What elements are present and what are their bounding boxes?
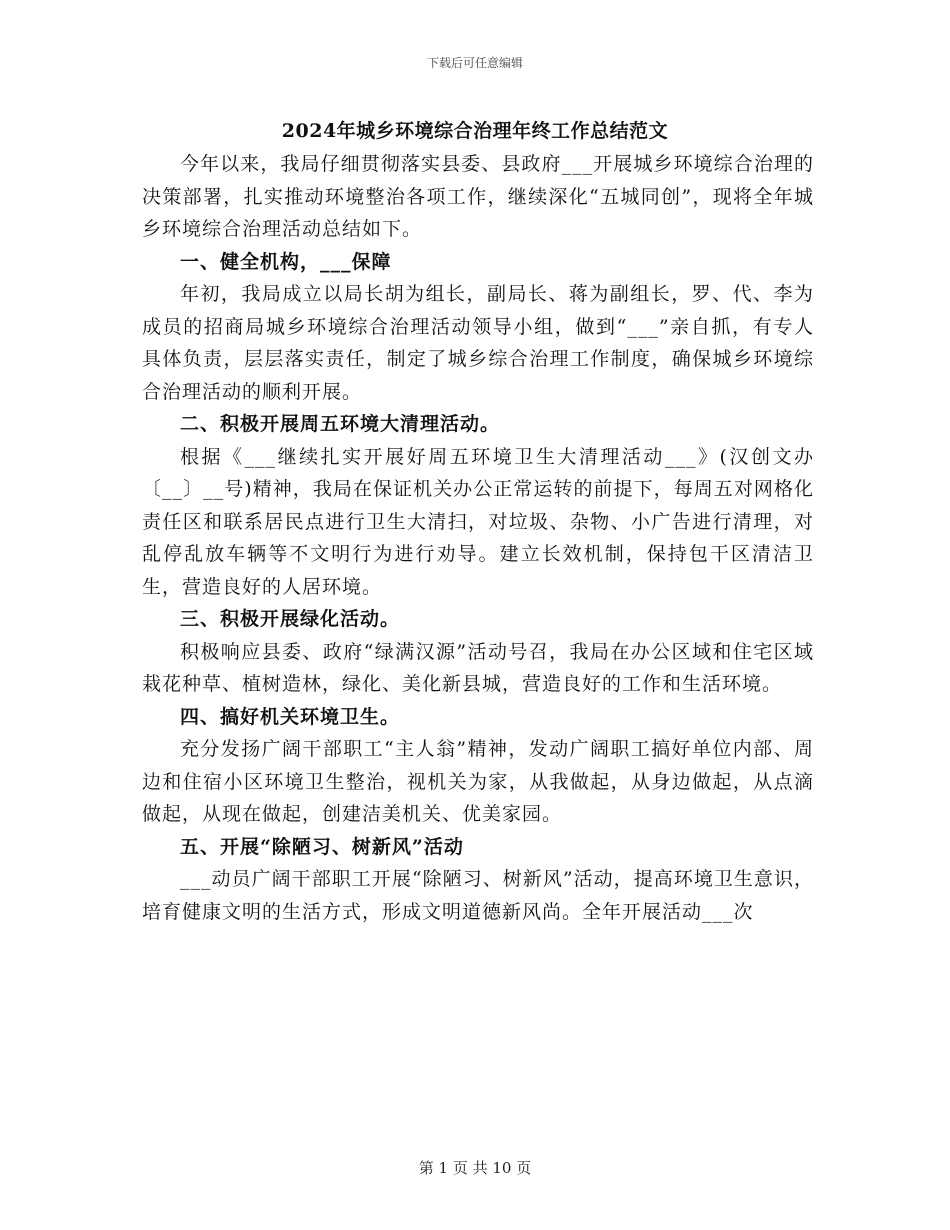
section-body-1: 年初，我局成立以局长胡为组长，副局长、蒋为副组长，罗、代、李为成员的招商局城乡环境综合治理活动领导小组，做到“___”亲自抓，有专人具体负责，层层落实责任，制定了城乡综合治理工作制度，确保城乡环境综合治理活动的顺利开展。 <box>142 283 814 403</box>
section-heading-2: 二、积极开展周五环境大清理活动。 <box>180 413 501 435</box>
section-body-5: ___动员广阔干部职工开展“除陋习、树新风”活动，提高环境卫生意识，培育健康文明的生活方式，形成文明道德新风尚。全年开展活动___次 <box>142 868 814 923</box>
header-note: 下载后可任意编辑 <box>426 56 523 70</box>
document-title: 2024年城乡环境综合治理年终工作总结范文 <box>281 120 669 142</box>
section-heading-3: 三、积极开展绿化活动。 <box>180 608 401 630</box>
section-body-3: 积极响应县委、政府“绿满汉源”活动号召，我局在办公区域和住宅区域栽花种草、植树造林，绿化、美化新县城，营造良好的工作和生活环境。 <box>142 640 814 695</box>
section-heading-1: 一、健全机构，___保障 <box>180 250 392 273</box>
page-number: 第 1 页 共 10 页 <box>418 1159 532 1177</box>
section-body-4: 充分发扬广阔干部职工“主人翁”精神，发动广阔职工搞好单位内部、周边和住宿小区环境卫生整治，视机关为家，从我做起，从身边做起，从点滴做起，从现在做起，创建洁美机关、优美家园。 <box>142 738 814 825</box>
section-heading-4: 四、搞好机关环境卫生。 <box>180 705 401 728</box>
document-body <box>142 148 814 928</box>
section-heading-5: 五、开展“除陋习、树新风”活动 <box>180 835 464 858</box>
intro-paragraph: 今年以来，我局仔细贯彻落实县委、县政府___开展城乡环境综合治理的决策部署，扎实推动环境整治各项工作，继续深化“五城同创”，现将全年城乡环境综合治理活动总结如下。 <box>142 153 814 240</box>
section-body-2: 根据《___继续扎实开展好周五环境卫生大清理活动___》(汉创文办〔__〕__号)精神，我局在保证机关办公正常运转的前提下，每周五对网格化责任区和联系居民点进行卫生大清扫，对垃圾、杂物、小广告进行清理，对乱停乱放车辆等不文明行为进行劝导。建立长效机制，保持包干区清洁卫生，营造良好的人居环境。 <box>142 445 814 598</box>
